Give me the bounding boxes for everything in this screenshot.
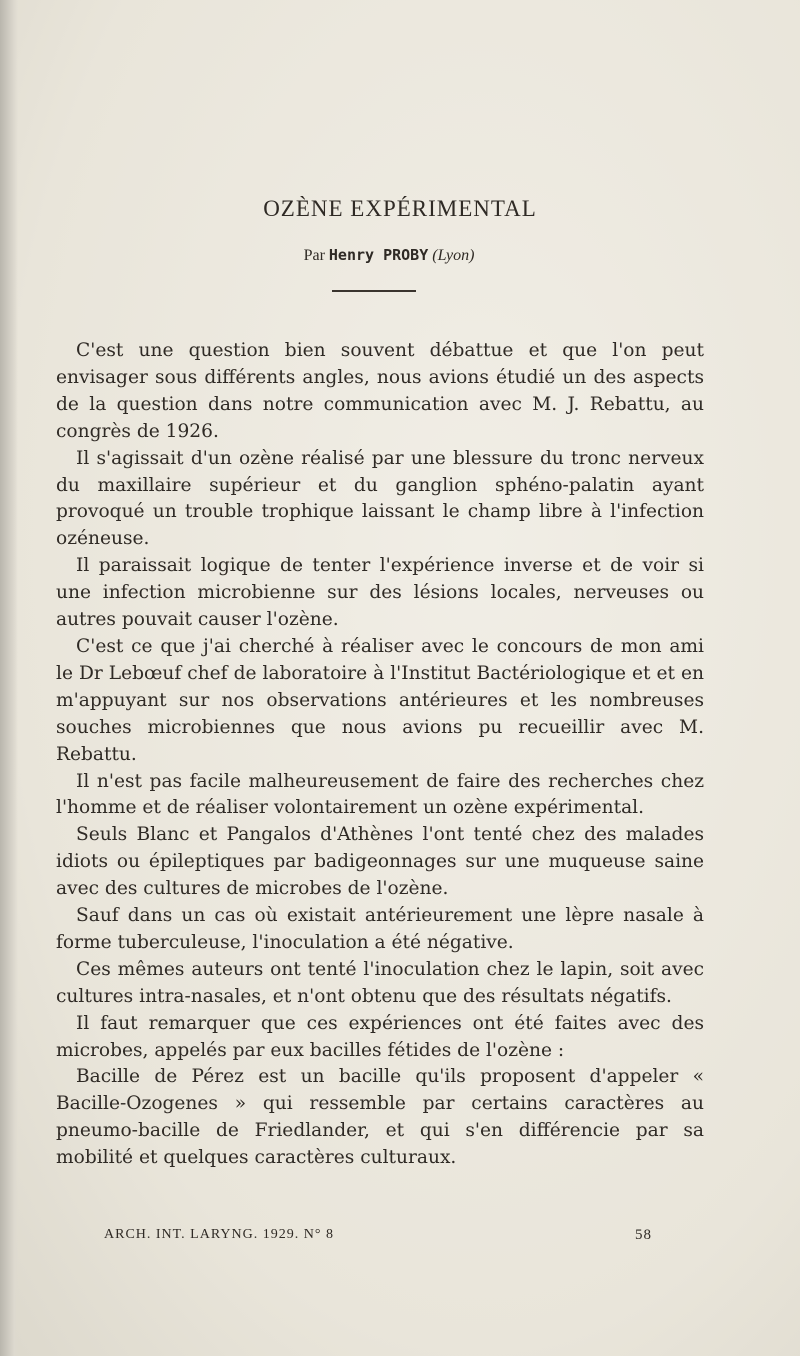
author-city: (Lyon) xyxy=(432,247,475,264)
paragraph: Il paraissait logique de tenter l'expérience inverse et de voir si une infection microbienne sur des lésions locales, nerveuses ou autres pouvait causer l'ozène. xyxy=(56,555,704,631)
paragraph: Seuls Blanc et Pangalos d'Athènes l'ont tenté chez des malades idiots ou épileptiques par badigeonnages sur une muqueuse saine avec des cultures de microbes de l'ozène. xyxy=(56,824,704,900)
article-body xyxy=(56,338,704,1172)
page-number: 58 xyxy=(635,1227,652,1243)
paragraph: Il faut remarquer que ces expériences ont été faites avec des microbes, appelés par eux bacilles fétides de l'ozène : xyxy=(56,1012,704,1061)
journal-reference: ARCH. INT. LARYNG. 1929. N° 8 xyxy=(104,1227,334,1242)
paragraph: Ces mêmes auteurs ont tenté l'inoculation chez le lapin, soit avec cultures intra-nasales, et n'ont obtenu que des résultats négatifs. xyxy=(56,958,704,1007)
byline-prefix: Par xyxy=(303,247,325,264)
paragraph: Sauf dans un cas où existait antérieurement une lèpre nasale à forme tuberculeuse, l'inoculation a été négative. xyxy=(56,905,704,953)
paragraph: Il n'est pas facile malheureusement de faire des recherches chez l'homme et de réaliser volontairement un ozène expérimental. xyxy=(56,770,704,819)
paragraph: Bacille de Pérez est un bacille qu'ils proposent d'appeler « Bacille-Ozogenes » qui ressemble par certains caractères au pneumo-bacille de Friedlander, et qui s'en différencie par sa mobilité et quelques caractères culturaux. xyxy=(56,1066,704,1169)
author-name: Henry PROBY xyxy=(328,246,429,264)
title-divider xyxy=(332,290,416,292)
paragraph: C'est ce que j'ai cherché à réaliser avec le concours de mon ami le Dr Lebœuf chef de laboratoire à l'Institut Bactériologique et et en m'appuyant sur nos observations antérieures et les nombreuses souches microbiennes que nous avions pu recueillir avec M. Rebattu. xyxy=(56,635,704,765)
paragraph: Il s'agissait d'un ozène réalisé par une blessure du tronc nerveux du maxillaire supérieur et du ganglion sphéno-palatin ayant provoqué un trouble trophique laissant le champ libre à l'infection ozéneuse. xyxy=(56,447,704,550)
article-title: OZÈNE EXPÉRIMENTAL xyxy=(263,196,537,221)
paragraph: C'est une question bien souvent débattue et que l'on peut envisager sous différents angles, nous avions étudié un des aspects de la question dans notre communication avec M. J. Rebattu, au congrès de 1926. xyxy=(56,340,704,442)
byline xyxy=(0,246,778,265)
